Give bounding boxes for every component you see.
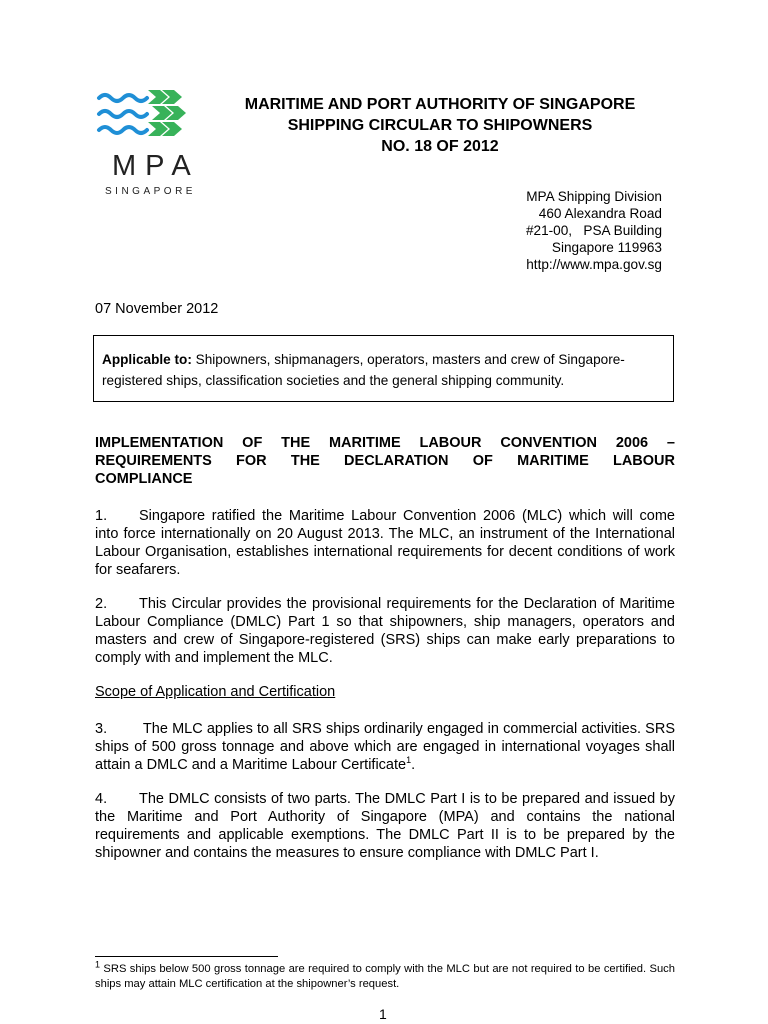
- circular-heading: [95, 434, 675, 488]
- page-number: 1: [379, 1006, 387, 1022]
- heading-line-1: IMPLEMENTATION OF THE MARITIME LABOUR CONVENTION 2006 –: [95, 435, 675, 451]
- mpa-logo: [96, 86, 206, 201]
- address-line-4: Singapore 119963: [551, 240, 662, 255]
- address-line-3: #21-00, PSA Building: [525, 223, 662, 238]
- heading-line-3: COMPLIANCE: [95, 471, 193, 487]
- paragraph-number: 1.: [95, 508, 108, 524]
- title-line-2: SHIPPING CIRCULAR TO SHIPOWNERS: [287, 117, 593, 134]
- applicable-box: [93, 335, 674, 402]
- applicable-label: Applicable to:: [102, 352, 192, 367]
- footnote-divider: [95, 956, 278, 957]
- paragraph-text: Singapore ratified the Maritime Labour Convention 2006 (MLC) which will come into force internationally on 20 August 2013. The MLC, an instrument of the International Labour Organisation, establishes international requirements for decent conditions of work for seafarers.: [95, 508, 675, 578]
- address-block: [526, 188, 662, 273]
- logo-mpa-text: MPA: [112, 150, 200, 182]
- paragraph-2: [95, 595, 675, 667]
- paragraph-number: 2.: [95, 596, 108, 612]
- footnote-mark: 1: [95, 959, 101, 970]
- paragraph-number: 3.: [95, 721, 108, 737]
- paragraph-text: The MLC applies to all SRS ships ordinarily engaged in commercial activities. SRS ships of 500 gross tonnage and above which are engaged in international voyages shall attain a DMLC and a Maritime Labour Certificate: [95, 721, 675, 773]
- address-line-1: MPA Shipping Division: [526, 189, 662, 204]
- logo-singapore-text: SINGAPORE: [105, 186, 196, 197]
- address-line-5[interactable]: http://www.mpa.gov.sg: [526, 257, 662, 272]
- paragraph-end: .: [411, 757, 416, 773]
- footnote-reference[interactable]: 1: [406, 755, 412, 766]
- title-line-3: NO. 18 OF 2012: [381, 138, 499, 155]
- document-title: [200, 94, 680, 157]
- footnote-text: SRS ships below 500 gross tonnage are required to comply with the MLC but are not required to be certified. Such ships may attain MLC certification at the shipowner’s request.: [95, 963, 675, 990]
- heading-line-2: REQUIREMENTS FOR THE DECLARATION OF MARITIME LABOUR: [95, 453, 675, 469]
- applicable-text: Shipowners, shipmanagers, operators, masters and crew of Singapore-registered ships, classification societies and the general shipping community.: [102, 352, 625, 388]
- footnote: [95, 959, 675, 992]
- mpa-logo-emblem: [96, 86, 206, 146]
- paragraph-text: The DMLC consists of two parts. The DMLC Part I is to be prepared and issued by the Maritime and Port Authority of Singapore (MPA) and contains the national requirements and applicable exemptions. The DMLC Part II is to be prepared by the shipowner and contains the measures to ensure compliance with DMLC Part I.: [95, 791, 675, 861]
- title-line-1: MARITIME AND PORT AUTHORITY OF SINGAPORE: [244, 96, 636, 113]
- paragraph-1: [95, 507, 675, 579]
- paragraph-3: [95, 720, 675, 774]
- paragraph-text: This Circular provides the provisional requirements for the Declaration of Maritime Labour Compliance (DMLC) Part 1 so that shipowners, ship managers, operators and masters and crew of Singapore-registered (SRS) ships can make early preparations to comply with and implement the MLC.: [95, 596, 675, 666]
- paragraph-4: [95, 790, 675, 862]
- issue-date: 07 November 2012: [95, 301, 219, 317]
- paragraph-number: 4.: [95, 791, 108, 807]
- section-subheading: Scope of Application and Certification: [95, 684, 336, 700]
- address-line-2: 460 Alexandra Road: [538, 206, 662, 221]
